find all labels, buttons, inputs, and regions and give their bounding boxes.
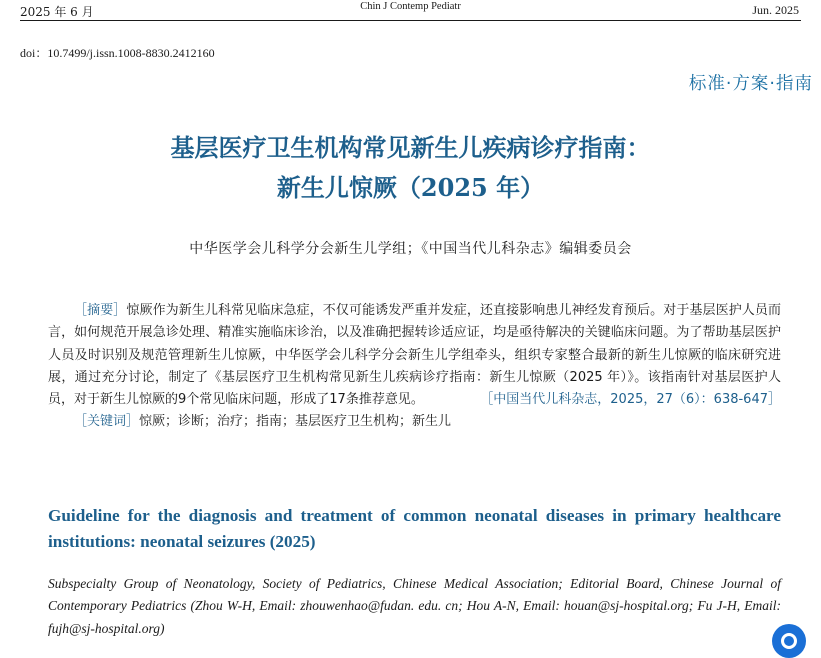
keywords-label: ［关键词］ [74,414,140,430]
header-rule [20,20,801,21]
floating-action-icon[interactable] [772,624,806,658]
keywords-text: 惊厥；诊断；治疗；指南；基层医疗卫生机构；新生儿 [139,414,452,430]
title-zh [0,128,821,208]
abstract-section [48,300,781,434]
keywords-paragraph [48,411,781,433]
running-header [0,0,821,22]
citation: ［中国当代儿科杂志，2025，27（6）：638-647］ [480,392,781,408]
abstract-text: 惊厥作为新生儿科常见临床急症，不仅可能诱发严重并发症，还直接影响患儿神经发育预后。对于基层医护人员而言，如何规范开展急诊处理、精准实施临床诊治，以及准确把握转诊适应证，均是亟待解决的关键临床问题。为了帮助基层医护人员及时识别及规范管理新生儿惊厥，中华医学会儿科学分会新生儿学组牵头，组织专家整合最新的新生儿惊厥的临床研究进展，通过充分讨论，制定了《基层医疗卫生机构常见新生儿疾病诊疗指南：新生儿惊厥（2025 年）》。该指南针对基层医护人员，对于新生儿惊厥的9个常见临床问题，形成了17条推荐意见。 [48,303,781,408]
abstract-label: ［摘要］ [74,303,127,318]
header-journal: Chin J Contemp Pediatr [360,1,461,12]
header-date-en: Jun. 2025 [752,3,799,17]
title-zh-line2: 新生儿惊厥（2025 年） [276,173,545,202]
abstract-paragraph [48,300,781,411]
authors-zh: 中华医学会儿科学分会新生儿学组；《中国当代儿科杂志》编辑委员会 [189,241,632,257]
title-zh-line1: 基层医疗卫生机构常见新生儿疾病诊疗指南： [170,133,651,162]
column-label: 标准·方案·指南 [688,74,813,94]
doi: doi：10.7499/j.issn.1008-8830.2412160 [20,46,215,60]
title-en: Guideline for the diagnosis and treatment of common neonatal diseases in primary healthcare institutions: neonatal seizures (2025) [48,506,781,551]
authors-en: Subspecialty Group of Neonatology, Society of Pediatrics, Chinese Medical Association; Editorial Board, Chinese Journal of Contemporary Pediatrics (Zhou W-H, Email: zhouwenhao@fudan. edu. cn; Hou A-N, Email: houan@sj-hospital.org; Fu J-H, Email: fujh@sj-hospital.org) [48,576,781,636]
header-date-zh: 2025 年 6 月 [20,5,94,19]
